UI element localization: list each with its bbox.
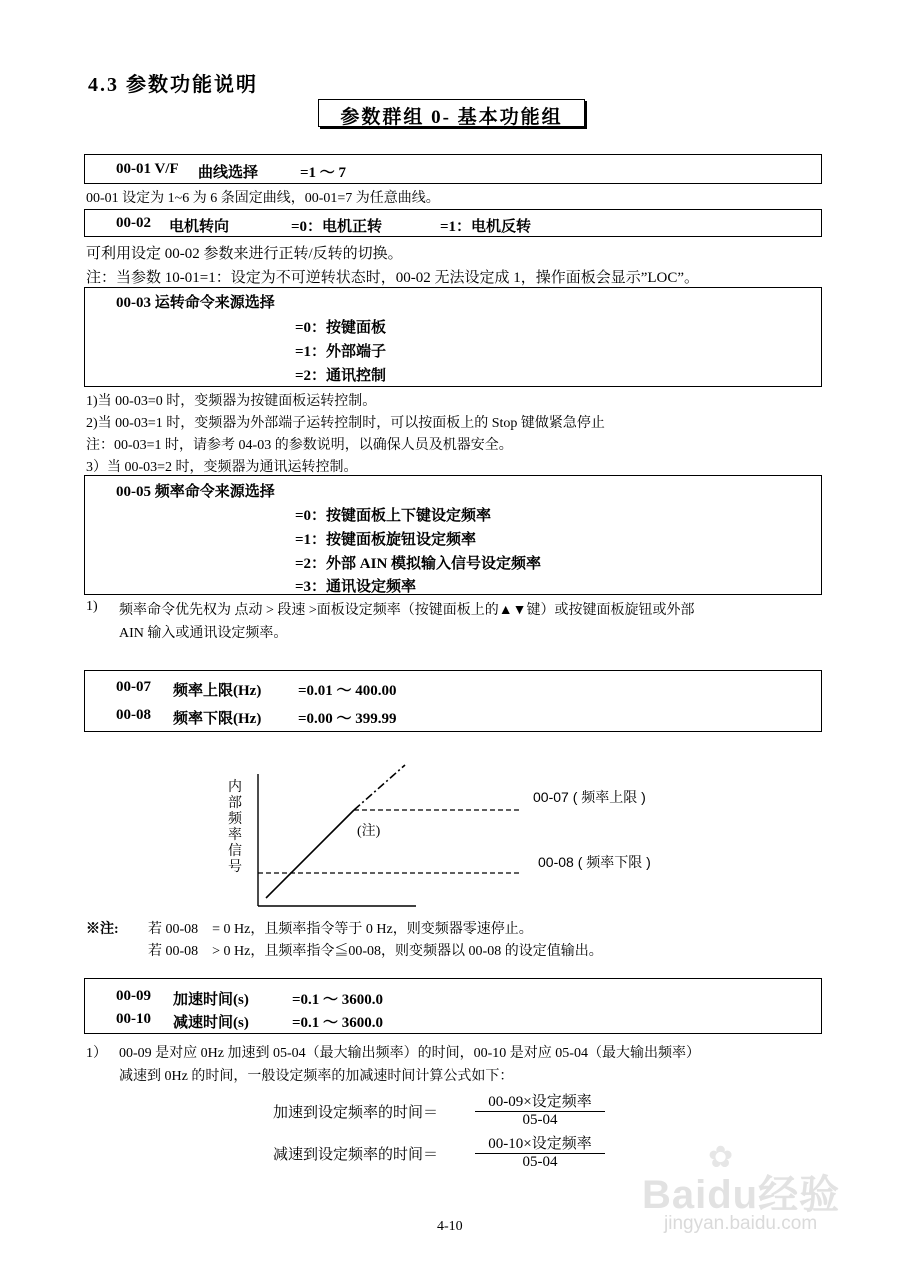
param-name-00-09: 加速时间(s) (173, 992, 249, 1008)
formula-accel-numerator: 00-09×设定频率 (475, 1090, 605, 1112)
param-box-00-07-00-08 (84, 670, 822, 732)
group-title: 参数群组 0- 基本功能组 (340, 107, 563, 128)
param-note1-00-02: 可利用设定 00-02 参数来进行正转/反转的切换。 (86, 246, 403, 262)
param-range-00-09: =0.1 ～ 3600.0 (292, 992, 384, 1008)
param-opt1-00-02: =1：电机反转 (440, 219, 532, 235)
formula-accel-lhs (273, 1092, 439, 1121)
diagram-graphic (220, 760, 680, 915)
param-note-line1-00-05: 频率命令优先权为 点动 > 段速 >面板设定频率（按键面板上的▲▼键）或按键面板旋钮或外部 (119, 603, 695, 618)
lower-limit-label: 00-08 ( 频率下限 ) (538, 854, 651, 870)
param-note-00-01: 00-01 设定为 1~6 为 6 条固定曲线，00-01=7 为任意曲线。 (86, 191, 440, 206)
param-opt-00-05: =0：按键面板上下键设定频率 (295, 508, 492, 524)
formula-decel-denominator: 05-04 (522, 1154, 558, 1170)
param-note-line1-00-10: 00-09 是对应 0Hz 加速到 05-04（最大输出频率）的时间，00-10 是对应 05-04（最大输出频率） (119, 1046, 700, 1061)
param-code-00-08: 00-08 (116, 707, 151, 723)
param-box-00-01 (84, 154, 822, 184)
frequency-ramp-line (266, 810, 354, 898)
param-opt0-00-02: =0：电机正转 (291, 219, 383, 235)
y-axis-label-char: 号 (228, 860, 242, 875)
param-box-00-09-00-10 (84, 978, 822, 1034)
y-axis-label-char: 率 (228, 828, 242, 843)
watermark-brand: Baidu经验 (642, 1173, 841, 1217)
param-opt-00-03: =2：通讯控制 (295, 368, 387, 384)
param-name-00-08: 频率下限(Hz) (173, 711, 262, 727)
formula-decel-fraction (475, 1132, 605, 1171)
diagram-note-label: (注) (357, 824, 381, 839)
y-axis-label-char: 内 (228, 780, 242, 795)
param-note-00-03: 注：00-03=1 时，请参考 04-03 的参数说明，以确保人员及机器安全。 (86, 438, 513, 453)
param-note-line2-00-05: AIN 输入或通讯设定频率。 (119, 626, 288, 641)
param-name-00-10: 减速时间(s) (173, 1015, 249, 1031)
param-code-00-02: 00-02 (116, 215, 151, 231)
param-code-00-07: 00-07 (116, 679, 151, 695)
param-note-00-03: 3）当 00-03=2 时，变频器为通讯运转控制。 (86, 460, 358, 475)
param-box-00-02 (84, 209, 822, 237)
param-range-00-07: =0.01 ～ 400.00 (298, 683, 397, 699)
param-opt-00-05: =2：外部 AIN 模拟输入信号设定频率 (295, 556, 542, 572)
param-range-00-08: =0.00 ～ 399.99 (298, 711, 397, 727)
formula-decel-numerator: 00-10×设定频率 (475, 1132, 605, 1154)
param-note-00-03: 2)当 00-03=1 时，变频器为外部端子运转控制时，可以按面板上的 Stop 键做紧急停止 (86, 416, 605, 431)
param-note-line2-00-10: 减速到 0Hz 的时间，一般设定频率的加减速时间计算公式如下： (119, 1069, 514, 1084)
param-note2-00-02: 注：当参数 10-01=1：设定为不可逆转状态时，00-02 无法设定成 1，操作面板会显示”LOC”。 (86, 270, 700, 286)
param-code-00-01: 00-01 V/F (116, 161, 179, 177)
formula-accel-lhs-text: 加速到设定频率的时间＝ (273, 1105, 439, 1121)
group-title-box (318, 99, 585, 127)
param-name-00-07: 频率上限(Hz) (173, 683, 262, 699)
warning-line1: 若 00-08 = 0 Hz，且频率指令等于 0 Hz，则变频器零速停止。 (148, 922, 533, 937)
param-box-00-03 (84, 287, 822, 387)
y-axis-label-char: 频 (228, 812, 242, 827)
warning-line2: 若 00-08 > 0 Hz，且频率指令≦00-08，则变频器以 00-08 的设定值输出。 (148, 944, 603, 959)
upper-limit-label: 00-07 ( 频率上限 ) (533, 789, 646, 805)
param-opt-00-03: =1：外部端子 (295, 344, 387, 360)
param-box-00-05 (84, 475, 822, 595)
param-code-00-09: 00-09 (116, 988, 151, 1004)
y-axis-label-char: 信 (228, 844, 242, 859)
param-title-00-05: 00-05 频率命令来源选择 (116, 484, 275, 500)
param-opt-00-03: =0：按键面板 (295, 320, 387, 336)
watermark-paw-icon: ✿ (708, 1141, 734, 1174)
warning-prefix: ※注: (86, 922, 119, 937)
formula-decel-lhs (273, 1134, 439, 1163)
formula-decel-lhs-text: 减速到设定频率的时间＝ (273, 1147, 439, 1163)
param-note-num-00-10: 1） (86, 1046, 107, 1061)
page-number: 4-10 (437, 1219, 463, 1234)
param-range-00-10: =0.1 ～ 3600.0 (292, 1015, 384, 1031)
y-axis-label-char: 部 (228, 796, 242, 811)
formula-accel-denominator: 05-04 (522, 1112, 558, 1128)
param-name-00-02: 电机转向 (169, 219, 230, 235)
param-code-00-10: 00-10 (116, 1011, 151, 1027)
section-title: 4.3 参数功能说明 (88, 74, 258, 96)
param-note-num-00-05: 1) (86, 599, 98, 614)
frequency-limit-diagram (220, 760, 680, 915)
watermark-url: jingyan.baidu.com (664, 1213, 818, 1234)
param-opt-00-05: =3：通讯设定频率 (295, 579, 417, 595)
formula-accel-fraction (475, 1090, 605, 1129)
param-note-00-03: 1)当 00-03=0 时，变频器为按键面板运转控制。 (86, 394, 377, 409)
param-range-00-01: =1 ～ 7 (300, 165, 347, 181)
param-name-00-01: 曲线选择 (198, 165, 259, 181)
param-title-00-03: 00-03 运转命令来源选择 (116, 295, 275, 311)
param-opt-00-05: =1：按键面板旋钮设定频率 (295, 532, 477, 548)
frequency-ramp-extension (354, 765, 405, 810)
